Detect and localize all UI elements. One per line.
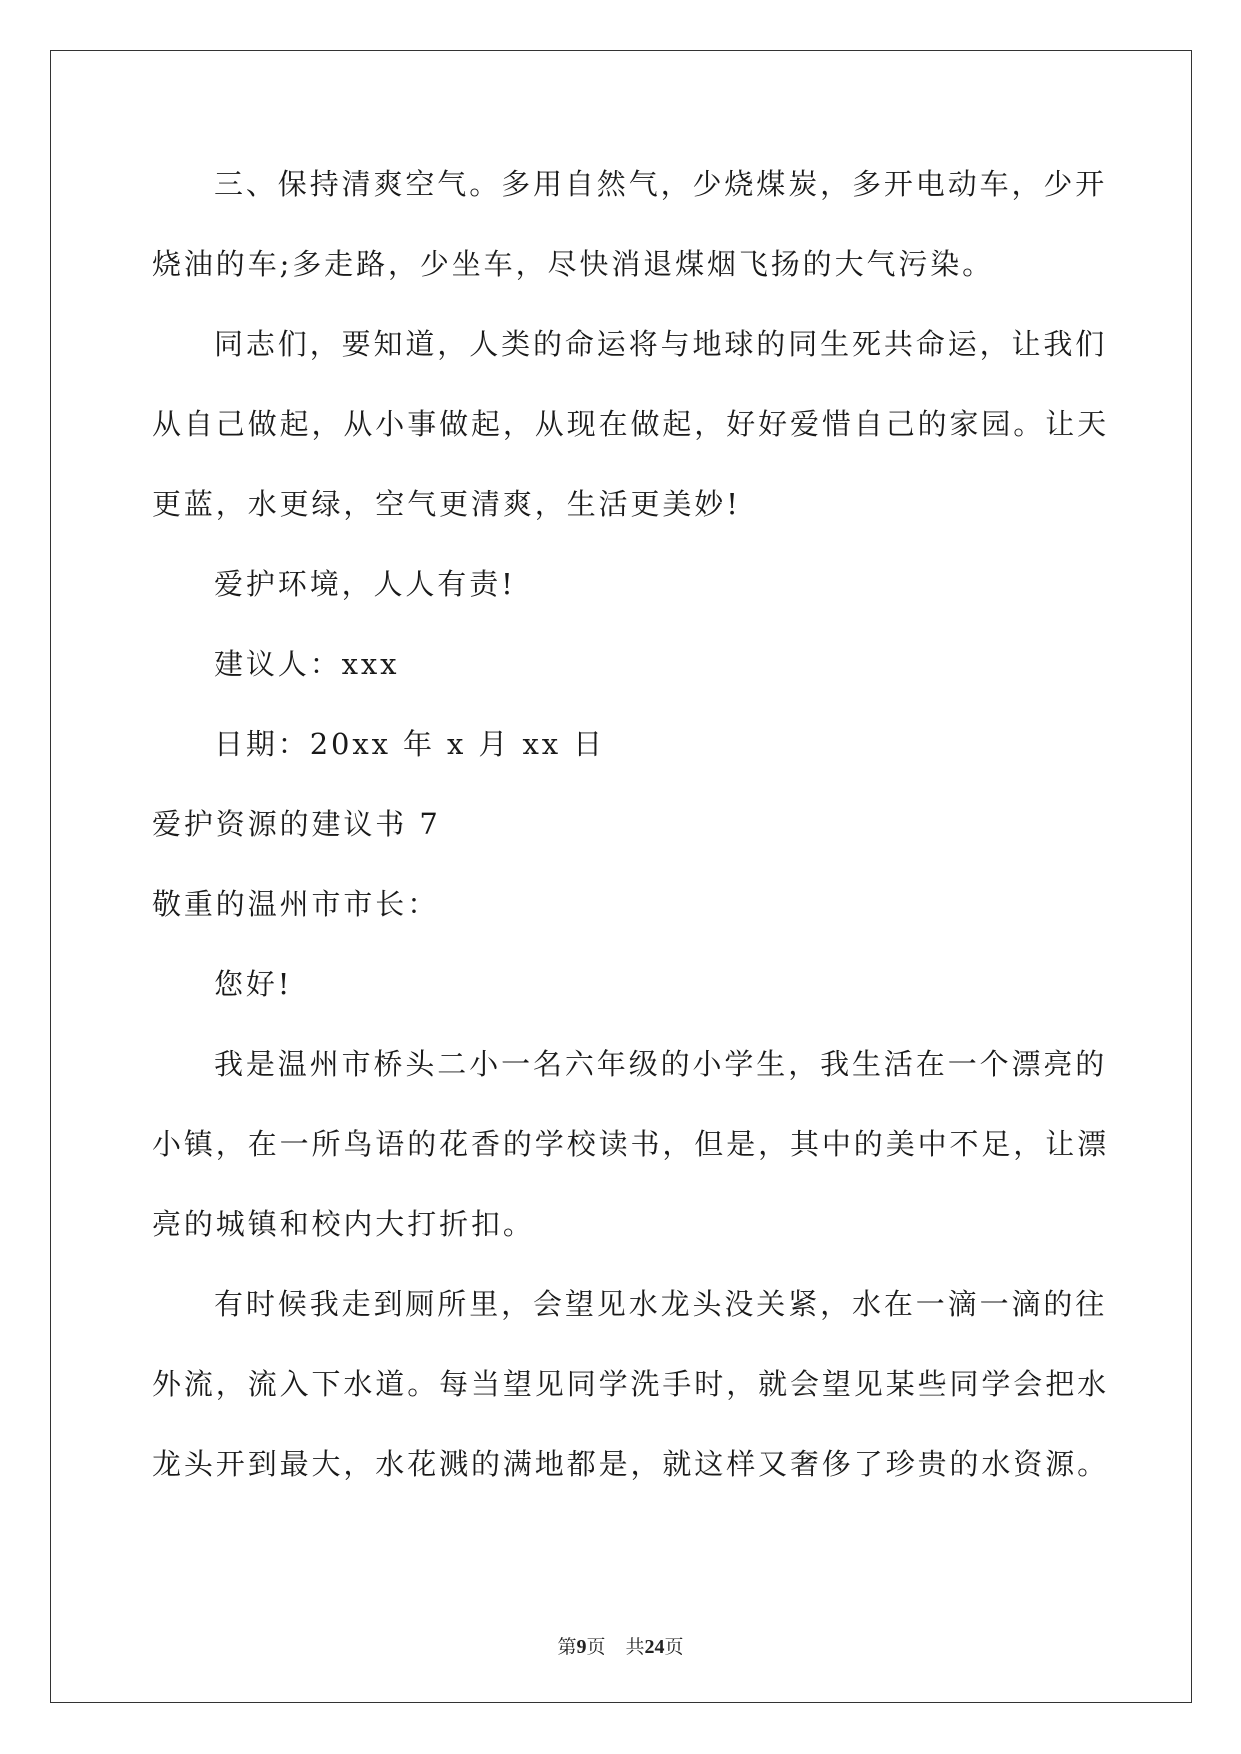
page-prefix: 第 [557, 1636, 577, 1658]
document-body [152, 160, 1110, 1520]
body-line: 亮的城镇和校内大打折扣。 [152, 1207, 535, 1241]
total-suffix: 页 [664, 1636, 684, 1658]
section-heading: 爱护资源的建议书 7 [152, 807, 441, 841]
body-line: 更蓝，水更绿，空气更清爽，生活更美妙! [152, 487, 741, 521]
body-line: 烧油的车;多走路，少坐车，尽快消退煤烟飞扬的大气污染。 [152, 247, 995, 281]
proposer-line: 建议人：xxx [214, 647, 400, 681]
body-line: 从自己做起，从小事做起，从现在做起，好好爱惜自己的家园。让天 [152, 407, 1110, 441]
total-pages: 24 [644, 1636, 665, 1658]
date-line: 日期：20xx 年 x 月 xx 日 [214, 727, 605, 761]
body-line: 我是温州市桥头二小一名六年级的小学生，我生活在一个漂亮的 [214, 1047, 1108, 1081]
page-footer [0, 1632, 1241, 1659]
body-line: 三、保持清爽空气。多用自然气，少烧煤炭，多开电动车，少开 [214, 167, 1108, 201]
body-line: 同志们，要知道，人类的命运将与地球的同生死共命运，让我们 [214, 327, 1108, 361]
body-line: 小镇，在一所鸟语的花香的学校读书，但是，其中的美中不足，让漂 [152, 1127, 1110, 1161]
page-suffix: 页 [586, 1636, 606, 1658]
body-line: 龙头开到最大，水花溅的满地都是，就这样又奢侈了珍贵的水资源。 [152, 1447, 1110, 1481]
total-prefix: 共 [625, 1636, 645, 1658]
slogan-line: 爱护环境，人人有责! [214, 567, 516, 601]
greeting-line: 您好! [214, 967, 293, 1001]
page-number: 9 [576, 1636, 587, 1658]
salutation-line: 敬重的温州市市长： [152, 887, 440, 921]
body-line: 外流，流入下水道。每当望见同学洗手时，就会望见某些同学会把水 [152, 1367, 1110, 1401]
body-line: 有时候我走到厕所里，会望见水龙头没关紧，水在一滴一滴的往 [214, 1287, 1108, 1321]
